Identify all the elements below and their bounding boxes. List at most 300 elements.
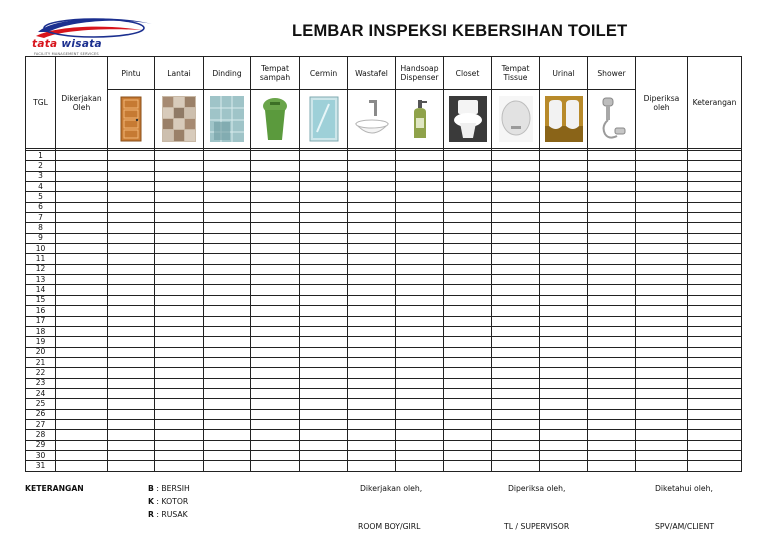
entry-cell[interactable] bbox=[108, 450, 155, 460]
entry-cell[interactable] bbox=[688, 316, 742, 326]
entry-cell[interactable] bbox=[636, 223, 688, 233]
entry-cell[interactable] bbox=[688, 161, 742, 171]
entry-cell[interactable] bbox=[251, 285, 300, 295]
entry-cell[interactable] bbox=[348, 223, 396, 233]
entry-cell[interactable] bbox=[155, 202, 204, 212]
entry-cell[interactable] bbox=[204, 285, 251, 295]
entry-cell[interactable] bbox=[588, 316, 636, 326]
entry-cell[interactable] bbox=[688, 326, 742, 336]
entry-cell[interactable] bbox=[588, 430, 636, 440]
entry-cell[interactable] bbox=[588, 419, 636, 429]
entry-cell[interactable] bbox=[204, 254, 251, 264]
entry-cell[interactable] bbox=[688, 192, 742, 202]
entry-cell[interactable] bbox=[396, 368, 444, 378]
entry-cell[interactable] bbox=[540, 419, 588, 429]
entry-cell[interactable] bbox=[155, 461, 204, 471]
entry-cell[interactable] bbox=[155, 213, 204, 223]
entry-cell[interactable] bbox=[396, 285, 444, 295]
entry-cell[interactable] bbox=[688, 213, 742, 223]
entry-cell[interactable] bbox=[300, 399, 348, 409]
entry-cell[interactable] bbox=[300, 409, 348, 419]
entry-cell[interactable] bbox=[108, 409, 155, 419]
entry-cell[interactable] bbox=[108, 182, 155, 192]
entry-cell[interactable] bbox=[204, 399, 251, 409]
entry-cell[interactable] bbox=[688, 409, 742, 419]
entry-cell[interactable] bbox=[492, 213, 540, 223]
entry-cell[interactable] bbox=[492, 264, 540, 274]
entry-cell[interactable] bbox=[636, 264, 688, 274]
entry-cell[interactable] bbox=[56, 378, 108, 388]
entry-cell[interactable] bbox=[444, 347, 492, 357]
entry-cell[interactable] bbox=[588, 223, 636, 233]
entry-cell[interactable] bbox=[588, 171, 636, 181]
entry-cell[interactable] bbox=[588, 306, 636, 316]
entry-cell[interactable] bbox=[588, 233, 636, 243]
entry-cell[interactable] bbox=[348, 171, 396, 181]
entry-cell[interactable] bbox=[444, 295, 492, 305]
entry-cell[interactable] bbox=[492, 151, 540, 161]
entry-cell[interactable] bbox=[204, 233, 251, 243]
entry-cell[interactable] bbox=[204, 151, 251, 161]
entry-cell[interactable] bbox=[636, 202, 688, 212]
entry-cell[interactable] bbox=[444, 192, 492, 202]
entry-cell[interactable] bbox=[251, 233, 300, 243]
entry-cell[interactable] bbox=[396, 357, 444, 367]
entry-cell[interactable] bbox=[300, 378, 348, 388]
entry-cell[interactable] bbox=[540, 306, 588, 316]
entry-cell[interactable] bbox=[251, 275, 300, 285]
entry-cell[interactable] bbox=[108, 244, 155, 254]
entry-cell[interactable] bbox=[588, 337, 636, 347]
entry-cell[interactable] bbox=[251, 378, 300, 388]
entry-cell[interactable] bbox=[108, 151, 155, 161]
entry-cell[interactable] bbox=[444, 151, 492, 161]
entry-cell[interactable] bbox=[251, 171, 300, 181]
entry-cell[interactable] bbox=[56, 202, 108, 212]
entry-cell[interactable] bbox=[492, 440, 540, 450]
entry-cell[interactable] bbox=[108, 368, 155, 378]
entry-cell[interactable] bbox=[348, 275, 396, 285]
entry-cell[interactable] bbox=[492, 161, 540, 171]
entry-cell[interactable] bbox=[444, 213, 492, 223]
entry-cell[interactable] bbox=[251, 306, 300, 316]
entry-cell[interactable] bbox=[204, 295, 251, 305]
entry-cell[interactable] bbox=[396, 254, 444, 264]
entry-cell[interactable] bbox=[396, 192, 444, 202]
entry-cell[interactable] bbox=[444, 450, 492, 460]
entry-cell[interactable] bbox=[588, 399, 636, 409]
entry-cell[interactable] bbox=[300, 347, 348, 357]
entry-cell[interactable] bbox=[251, 450, 300, 460]
entry-cell[interactable] bbox=[108, 399, 155, 409]
entry-cell[interactable] bbox=[348, 337, 396, 347]
entry-cell[interactable] bbox=[348, 430, 396, 440]
entry-cell[interactable] bbox=[204, 347, 251, 357]
entry-cell[interactable] bbox=[348, 192, 396, 202]
entry-cell[interactable] bbox=[688, 378, 742, 388]
entry-cell[interactable] bbox=[251, 388, 300, 398]
entry-cell[interactable] bbox=[348, 440, 396, 450]
entry-cell[interactable] bbox=[155, 316, 204, 326]
entry-cell[interactable] bbox=[588, 182, 636, 192]
entry-cell[interactable] bbox=[492, 430, 540, 440]
entry-cell[interactable] bbox=[540, 430, 588, 440]
entry-cell[interactable] bbox=[251, 419, 300, 429]
entry-cell[interactable] bbox=[540, 337, 588, 347]
entry-cell[interactable] bbox=[56, 182, 108, 192]
entry-cell[interactable] bbox=[155, 326, 204, 336]
entry-cell[interactable] bbox=[155, 151, 204, 161]
entry-cell[interactable] bbox=[444, 409, 492, 419]
entry-cell[interactable] bbox=[155, 275, 204, 285]
entry-cell[interactable] bbox=[688, 264, 742, 274]
entry-cell[interactable] bbox=[300, 357, 348, 367]
entry-cell[interactable] bbox=[492, 337, 540, 347]
entry-cell[interactable] bbox=[540, 399, 588, 409]
entry-cell[interactable] bbox=[588, 357, 636, 367]
entry-cell[interactable] bbox=[492, 419, 540, 429]
entry-cell[interactable] bbox=[492, 295, 540, 305]
entry-cell[interactable] bbox=[348, 326, 396, 336]
entry-cell[interactable] bbox=[155, 244, 204, 254]
entry-cell[interactable] bbox=[396, 213, 444, 223]
entry-cell[interactable] bbox=[396, 233, 444, 243]
entry-cell[interactable] bbox=[688, 182, 742, 192]
entry-cell[interactable] bbox=[688, 223, 742, 233]
entry-cell[interactable] bbox=[444, 182, 492, 192]
entry-cell[interactable] bbox=[688, 151, 742, 161]
entry-cell[interactable] bbox=[251, 192, 300, 202]
entry-cell[interactable] bbox=[56, 275, 108, 285]
entry-cell[interactable] bbox=[300, 254, 348, 264]
entry-cell[interactable] bbox=[56, 285, 108, 295]
entry-cell[interactable] bbox=[155, 264, 204, 274]
entry-cell[interactable] bbox=[300, 275, 348, 285]
entry-cell[interactable] bbox=[588, 347, 636, 357]
entry-cell[interactable] bbox=[588, 409, 636, 419]
entry-cell[interactable] bbox=[108, 419, 155, 429]
entry-cell[interactable] bbox=[492, 378, 540, 388]
entry-cell[interactable] bbox=[396, 306, 444, 316]
entry-cell[interactable] bbox=[300, 337, 348, 347]
entry-cell[interactable] bbox=[108, 285, 155, 295]
entry-cell[interactable] bbox=[204, 388, 251, 398]
entry-cell[interactable] bbox=[348, 161, 396, 171]
entry-cell[interactable] bbox=[540, 213, 588, 223]
entry-cell[interactable] bbox=[444, 357, 492, 367]
entry-cell[interactable] bbox=[204, 306, 251, 316]
entry-cell[interactable] bbox=[444, 388, 492, 398]
entry-cell[interactable] bbox=[155, 192, 204, 202]
entry-cell[interactable] bbox=[348, 213, 396, 223]
entry-cell[interactable] bbox=[444, 368, 492, 378]
entry-cell[interactable] bbox=[56, 347, 108, 357]
entry-cell[interactable] bbox=[396, 275, 444, 285]
entry-cell[interactable] bbox=[540, 182, 588, 192]
entry-cell[interactable] bbox=[444, 326, 492, 336]
entry-cell[interactable] bbox=[348, 357, 396, 367]
entry-cell[interactable] bbox=[540, 244, 588, 254]
entry-cell[interactable] bbox=[540, 326, 588, 336]
entry-cell[interactable] bbox=[155, 161, 204, 171]
entry-cell[interactable] bbox=[348, 461, 396, 471]
entry-cell[interactable] bbox=[56, 254, 108, 264]
entry-cell[interactable] bbox=[636, 326, 688, 336]
entry-cell[interactable] bbox=[155, 285, 204, 295]
entry-cell[interactable] bbox=[492, 223, 540, 233]
entry-cell[interactable] bbox=[348, 285, 396, 295]
entry-cell[interactable] bbox=[204, 419, 251, 429]
entry-cell[interactable] bbox=[300, 151, 348, 161]
entry-cell[interactable] bbox=[540, 151, 588, 161]
entry-cell[interactable] bbox=[444, 461, 492, 471]
entry-cell[interactable] bbox=[56, 233, 108, 243]
entry-cell[interactable] bbox=[108, 461, 155, 471]
entry-cell[interactable] bbox=[348, 306, 396, 316]
entry-cell[interactable] bbox=[204, 182, 251, 192]
entry-cell[interactable] bbox=[688, 347, 742, 357]
entry-cell[interactable] bbox=[636, 151, 688, 161]
entry-cell[interactable] bbox=[492, 461, 540, 471]
entry-cell[interactable] bbox=[492, 326, 540, 336]
entry-cell[interactable] bbox=[588, 295, 636, 305]
entry-cell[interactable] bbox=[492, 399, 540, 409]
entry-cell[interactable] bbox=[56, 440, 108, 450]
entry-cell[interactable] bbox=[444, 202, 492, 212]
entry-cell[interactable] bbox=[204, 378, 251, 388]
entry-cell[interactable] bbox=[300, 285, 348, 295]
entry-cell[interactable] bbox=[636, 378, 688, 388]
entry-cell[interactable] bbox=[204, 244, 251, 254]
entry-cell[interactable] bbox=[588, 326, 636, 336]
entry-cell[interactable] bbox=[688, 461, 742, 471]
entry-cell[interactable] bbox=[588, 213, 636, 223]
entry-cell[interactable] bbox=[56, 264, 108, 274]
entry-cell[interactable] bbox=[251, 295, 300, 305]
entry-cell[interactable] bbox=[588, 161, 636, 171]
entry-cell[interactable] bbox=[300, 368, 348, 378]
entry-cell[interactable] bbox=[688, 440, 742, 450]
entry-cell[interactable] bbox=[636, 254, 688, 264]
entry-cell[interactable] bbox=[636, 440, 688, 450]
entry-cell[interactable] bbox=[155, 388, 204, 398]
entry-cell[interactable] bbox=[251, 337, 300, 347]
entry-cell[interactable] bbox=[251, 326, 300, 336]
entry-cell[interactable] bbox=[56, 419, 108, 429]
entry-cell[interactable] bbox=[540, 388, 588, 398]
entry-cell[interactable] bbox=[444, 316, 492, 326]
entry-cell[interactable] bbox=[688, 244, 742, 254]
entry-cell[interactable] bbox=[492, 233, 540, 243]
entry-cell[interactable] bbox=[155, 171, 204, 181]
entry-cell[interactable] bbox=[636, 182, 688, 192]
entry-cell[interactable] bbox=[396, 171, 444, 181]
entry-cell[interactable] bbox=[204, 409, 251, 419]
entry-cell[interactable] bbox=[300, 202, 348, 212]
entry-cell[interactable] bbox=[251, 357, 300, 367]
entry-cell[interactable] bbox=[636, 275, 688, 285]
entry-cell[interactable] bbox=[588, 264, 636, 274]
entry-cell[interactable] bbox=[540, 254, 588, 264]
entry-cell[interactable] bbox=[396, 347, 444, 357]
entry-cell[interactable] bbox=[108, 316, 155, 326]
entry-cell[interactable] bbox=[588, 440, 636, 450]
entry-cell[interactable] bbox=[636, 295, 688, 305]
entry-cell[interactable] bbox=[108, 295, 155, 305]
entry-cell[interactable] bbox=[251, 440, 300, 450]
entry-cell[interactable] bbox=[396, 182, 444, 192]
entry-cell[interactable] bbox=[492, 347, 540, 357]
entry-cell[interactable] bbox=[251, 347, 300, 357]
entry-cell[interactable] bbox=[108, 357, 155, 367]
entry-cell[interactable] bbox=[56, 213, 108, 223]
entry-cell[interactable] bbox=[688, 202, 742, 212]
entry-cell[interactable] bbox=[155, 419, 204, 429]
entry-cell[interactable] bbox=[540, 316, 588, 326]
entry-cell[interactable] bbox=[540, 378, 588, 388]
entry-cell[interactable] bbox=[444, 223, 492, 233]
entry-cell[interactable] bbox=[56, 171, 108, 181]
entry-cell[interactable] bbox=[108, 161, 155, 171]
entry-cell[interactable] bbox=[396, 378, 444, 388]
entry-cell[interactable] bbox=[444, 337, 492, 347]
entry-cell[interactable] bbox=[636, 244, 688, 254]
entry-cell[interactable] bbox=[540, 161, 588, 171]
entry-cell[interactable] bbox=[204, 316, 251, 326]
entry-cell[interactable] bbox=[348, 264, 396, 274]
entry-cell[interactable] bbox=[155, 306, 204, 316]
entry-cell[interactable] bbox=[204, 264, 251, 274]
entry-cell[interactable] bbox=[492, 254, 540, 264]
entry-cell[interactable] bbox=[155, 254, 204, 264]
entry-cell[interactable] bbox=[540, 275, 588, 285]
entry-cell[interactable] bbox=[396, 151, 444, 161]
entry-cell[interactable] bbox=[348, 368, 396, 378]
entry-cell[interactable] bbox=[251, 316, 300, 326]
entry-cell[interactable] bbox=[492, 192, 540, 202]
entry-cell[interactable] bbox=[636, 233, 688, 243]
entry-cell[interactable] bbox=[588, 461, 636, 471]
entry-cell[interactable] bbox=[56, 368, 108, 378]
entry-cell[interactable] bbox=[636, 213, 688, 223]
entry-cell[interactable] bbox=[108, 223, 155, 233]
entry-cell[interactable] bbox=[56, 461, 108, 471]
entry-cell[interactable] bbox=[300, 450, 348, 460]
entry-cell[interactable] bbox=[251, 244, 300, 254]
entry-cell[interactable] bbox=[300, 182, 348, 192]
entry-cell[interactable] bbox=[348, 244, 396, 254]
entry-cell[interactable] bbox=[204, 461, 251, 471]
entry-cell[interactable] bbox=[588, 202, 636, 212]
entry-cell[interactable] bbox=[396, 409, 444, 419]
entry-cell[interactable] bbox=[540, 295, 588, 305]
entry-cell[interactable] bbox=[348, 419, 396, 429]
entry-cell[interactable] bbox=[204, 171, 251, 181]
entry-cell[interactable] bbox=[588, 378, 636, 388]
entry-cell[interactable] bbox=[251, 409, 300, 419]
entry-cell[interactable] bbox=[300, 316, 348, 326]
entry-cell[interactable] bbox=[540, 357, 588, 367]
entry-cell[interactable] bbox=[56, 161, 108, 171]
entry-cell[interactable] bbox=[108, 213, 155, 223]
entry-cell[interactable] bbox=[348, 399, 396, 409]
entry-cell[interactable] bbox=[636, 161, 688, 171]
entry-cell[interactable] bbox=[444, 430, 492, 440]
entry-cell[interactable] bbox=[444, 306, 492, 316]
entry-cell[interactable] bbox=[56, 151, 108, 161]
entry-cell[interactable] bbox=[492, 202, 540, 212]
entry-cell[interactable] bbox=[204, 357, 251, 367]
entry-cell[interactable] bbox=[636, 419, 688, 429]
entry-cell[interactable] bbox=[688, 254, 742, 264]
entry-cell[interactable] bbox=[348, 295, 396, 305]
entry-cell[interactable] bbox=[444, 161, 492, 171]
entry-cell[interactable] bbox=[492, 450, 540, 460]
entry-cell[interactable] bbox=[155, 223, 204, 233]
entry-cell[interactable] bbox=[108, 347, 155, 357]
entry-cell[interactable] bbox=[492, 182, 540, 192]
entry-cell[interactable] bbox=[688, 275, 742, 285]
entry-cell[interactable] bbox=[155, 295, 204, 305]
entry-cell[interactable] bbox=[636, 171, 688, 181]
entry-cell[interactable] bbox=[348, 347, 396, 357]
entry-cell[interactable] bbox=[155, 430, 204, 440]
entry-cell[interactable] bbox=[155, 337, 204, 347]
entry-cell[interactable] bbox=[396, 264, 444, 274]
entry-cell[interactable] bbox=[155, 450, 204, 460]
entry-cell[interactable] bbox=[348, 316, 396, 326]
entry-cell[interactable] bbox=[688, 419, 742, 429]
entry-cell[interactable] bbox=[540, 264, 588, 274]
entry-cell[interactable] bbox=[204, 223, 251, 233]
entry-cell[interactable] bbox=[540, 409, 588, 419]
entry-cell[interactable] bbox=[444, 419, 492, 429]
entry-cell[interactable] bbox=[444, 254, 492, 264]
entry-cell[interactable] bbox=[155, 378, 204, 388]
entry-cell[interactable] bbox=[688, 171, 742, 181]
entry-cell[interactable] bbox=[300, 461, 348, 471]
entry-cell[interactable] bbox=[540, 192, 588, 202]
entry-cell[interactable] bbox=[588, 368, 636, 378]
entry-cell[interactable] bbox=[540, 171, 588, 181]
entry-cell[interactable] bbox=[492, 357, 540, 367]
entry-cell[interactable] bbox=[56, 306, 108, 316]
entry-cell[interactable] bbox=[688, 233, 742, 243]
entry-cell[interactable] bbox=[108, 378, 155, 388]
entry-cell[interactable] bbox=[444, 264, 492, 274]
entry-cell[interactable] bbox=[300, 192, 348, 202]
entry-cell[interactable] bbox=[396, 202, 444, 212]
entry-cell[interactable] bbox=[251, 213, 300, 223]
entry-cell[interactable] bbox=[396, 223, 444, 233]
entry-cell[interactable] bbox=[588, 275, 636, 285]
entry-cell[interactable] bbox=[396, 399, 444, 409]
entry-cell[interactable] bbox=[588, 244, 636, 254]
entry-cell[interactable] bbox=[396, 450, 444, 460]
entry-cell[interactable] bbox=[636, 347, 688, 357]
entry-cell[interactable] bbox=[204, 326, 251, 336]
entry-cell[interactable] bbox=[56, 450, 108, 460]
entry-cell[interactable] bbox=[56, 409, 108, 419]
entry-cell[interactable] bbox=[204, 202, 251, 212]
entry-cell[interactable] bbox=[492, 306, 540, 316]
entry-cell[interactable] bbox=[300, 388, 348, 398]
entry-cell[interactable] bbox=[348, 233, 396, 243]
entry-cell[interactable] bbox=[588, 388, 636, 398]
entry-cell[interactable] bbox=[300, 295, 348, 305]
entry-cell[interactable] bbox=[300, 306, 348, 316]
entry-cell[interactable] bbox=[540, 461, 588, 471]
